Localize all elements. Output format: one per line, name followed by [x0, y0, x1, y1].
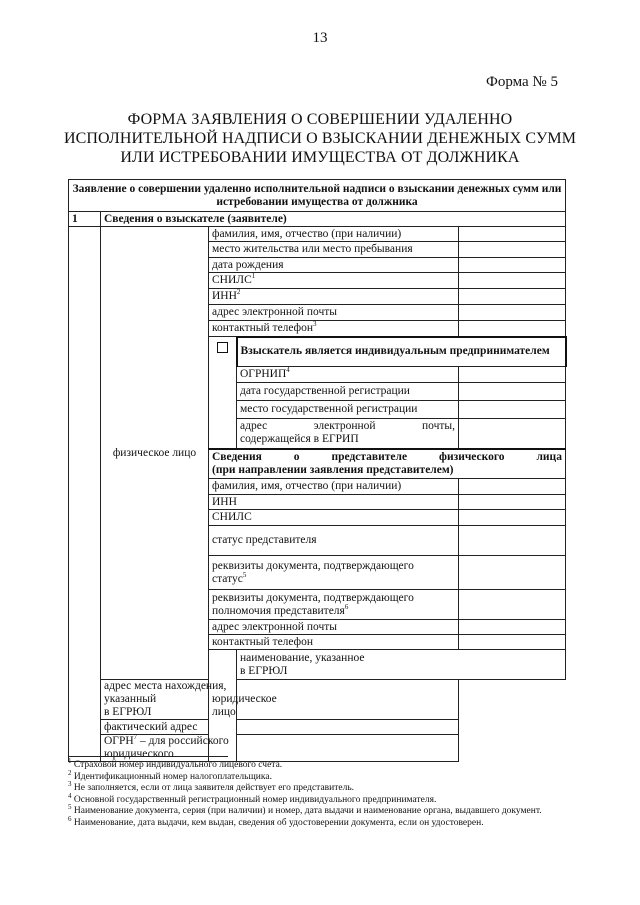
- field-label: дата государственной регистрации: [237, 383, 459, 401]
- individual-label: физическое лицо: [101, 227, 209, 680]
- footnote: [68, 756, 568, 772]
- line: лицо: [212, 705, 236, 718]
- footnote-ref: 7: [133, 733, 138, 742]
- value-cell[interactable]: [459, 383, 566, 401]
- application-form-table: [68, 179, 566, 762]
- field-label: место государственной регистрации: [237, 401, 459, 419]
- footnote-ref: 4: [286, 366, 290, 375]
- ip-checkbox-cell[interactable]: [209, 337, 237, 449]
- value-cell[interactable]: [459, 556, 566, 590]
- footnote-number: 3: [68, 779, 72, 788]
- footnote-number: 6: [68, 814, 72, 823]
- field-label-text: ОГРНИП: [240, 368, 287, 380]
- footnote: [68, 814, 568, 830]
- value-cell[interactable]: [237, 735, 459, 762]
- field-label-text: ИНН: [212, 290, 237, 302]
- field-label: место жительства или место пребывания: [209, 242, 459, 258]
- footnote-text: Наименование документа, серия (при наличии) и номер, дата выдачи и наименование органа, выдавшего документ.: [73, 806, 542, 816]
- field-label: фамилия, имя, отчество (при наличии): [209, 227, 459, 242]
- field-label: [237, 419, 459, 449]
- form-label: Форма № 5: [486, 74, 558, 90]
- line: (при направлении заявления представителем): [212, 463, 454, 476]
- line: в ЕГРЮЛ: [240, 664, 288, 677]
- field-label: статус представителя: [209, 526, 459, 556]
- ip-checkbox[interactable]: [217, 342, 228, 353]
- field-label-text: – для российского юридического: [104, 735, 229, 760]
- field-label-text: полномочия представителя: [212, 604, 345, 617]
- footnote-text: Наименование, дата выдачи, кем выдан, сведения об удостоверении документа, если он удостоверен.: [73, 817, 484, 828]
- footnote: [68, 768, 568, 784]
- field-label: [237, 650, 566, 680]
- table-header: Заявление о совершении удаленно исполнительной надписи о взыскании денежных сумм или истребовании имущества от должника: [69, 180, 566, 212]
- word: о: [293, 450, 300, 463]
- footnote-ref: 6: [344, 602, 349, 611]
- footnote-ref: 5: [242, 570, 247, 579]
- line: [212, 570, 455, 586]
- footnote-number: 5: [68, 802, 72, 811]
- word: адрес: [240, 420, 268, 433]
- row-number-spacer: [69, 227, 101, 762]
- footnote-text: Идентификационный номер налогоплательщика.: [73, 771, 272, 782]
- line: наименование, указанное: [240, 651, 365, 664]
- page-number: 13: [312, 30, 328, 46]
- word: Сведения: [212, 450, 262, 463]
- word: лица: [536, 450, 562, 463]
- field-label: адрес электронной почты: [209, 620, 459, 635]
- line: реквизиты документа, подтверждающего: [212, 591, 414, 604]
- field-label: контактный телефон: [209, 635, 459, 650]
- field-label: СНИЛС: [209, 510, 459, 526]
- footnote-ref: 1: [251, 272, 256, 281]
- value-cell[interactable]: [459, 305, 566, 321]
- footnote-ref: 3: [313, 319, 317, 328]
- field-label: [209, 289, 459, 305]
- footnote: [68, 802, 568, 818]
- footnote-divider: [68, 756, 228, 757]
- value-cell[interactable]: [459, 510, 566, 526]
- justified-line: [240, 420, 455, 433]
- value-cell[interactable]: [459, 367, 566, 383]
- section-number: 1: [69, 212, 101, 227]
- title-line: ИСПОЛНИТЕЛЬНОЙ НАДПИСИ О ВЗЫСКАНИИ ДЕНЕЖНЫХ СУММ: [63, 130, 577, 147]
- footnote-number: 2: [68, 768, 72, 777]
- line: юридическое: [212, 692, 277, 705]
- value-cell[interactable]: [459, 635, 566, 650]
- field-label: адрес электронной почты: [209, 305, 459, 321]
- field-label-text: статус: [212, 572, 243, 585]
- section-title: Сведения о взыскателе (заявителе): [101, 212, 566, 227]
- footnote-text: Страховой номер индивидуального лицевого счета.: [73, 760, 283, 770]
- value-cell[interactable]: [459, 620, 566, 635]
- value-cell[interactable]: [459, 289, 566, 305]
- value-cell[interactable]: [459, 419, 566, 449]
- value-cell[interactable]: [459, 495, 566, 510]
- value-cell[interactable]: [459, 321, 566, 337]
- footnote: [68, 791, 568, 807]
- field-label: фактический адрес: [101, 720, 237, 735]
- footnote-ref: 2: [236, 288, 241, 297]
- document-title: [60, 110, 580, 167]
- field-label: [101, 735, 237, 762]
- field-label: фамилия, имя, отчество (при наличии): [209, 479, 459, 495]
- value-cell[interactable]: [459, 242, 566, 258]
- footnote-number: 1: [68, 756, 72, 765]
- value-cell[interactable]: [459, 227, 566, 242]
- value-cell[interactable]: [459, 258, 566, 273]
- value-cell[interactable]: [459, 273, 566, 289]
- footnote-text: Не заполняется, если от лица заявителя действует его представитель.: [73, 783, 355, 793]
- title-line: ИЛИ ИСТРЕБОВАНИИ ИМУЩЕСТВА ОТ ДОЛЖНИКА: [120, 149, 520, 166]
- footnote-text: Основной государственный регистрационный номер индивидуального предпринимателя.: [73, 794, 437, 805]
- line: реквизиты документа, подтверждающего: [212, 559, 414, 572]
- field-label: [237, 367, 459, 383]
- justified-line: [212, 451, 562, 464]
- field-label: дата рождения: [209, 258, 459, 273]
- field-label: [209, 321, 459, 337]
- field-label: [209, 590, 459, 620]
- field-label-text: ОГРН: [104, 735, 134, 747]
- value-cell[interactable]: [459, 479, 566, 495]
- line: содержащейся в ЕГРИП: [240, 433, 359, 446]
- title-line: ФОРМА ЗАЯВЛЕНИЯ О СОВЕРШЕНИИ УДАЛЕННО: [127, 111, 513, 128]
- field-label-text: СНИЛС: [212, 274, 252, 286]
- word: почты,: [421, 420, 455, 433]
- line: в ЕГРЮЛ: [104, 706, 152, 718]
- value-cell[interactable]: [237, 720, 459, 735]
- field-label: [209, 556, 459, 590]
- word: представителе: [331, 450, 408, 463]
- line: адрес места нахождения, указанный: [104, 680, 227, 705]
- field-label: [209, 273, 459, 289]
- line: [212, 602, 455, 618]
- representative-title: [209, 449, 566, 479]
- word: физического: [438, 450, 505, 463]
- value-cell[interactable]: [459, 590, 566, 620]
- footnote: [68, 779, 568, 795]
- value-cell[interactable]: [459, 401, 566, 419]
- ip-checkbox-label: Взыскатель является индивидуальным предпринимателем: [237, 337, 566, 367]
- word: электронной: [313, 420, 376, 433]
- footnotes: [68, 756, 568, 829]
- footnote-number: 4: [68, 791, 72, 800]
- value-cell[interactable]: [459, 526, 566, 556]
- field-label: ИНН: [209, 495, 459, 510]
- field-label-text: контактный телефон: [212, 321, 314, 334]
